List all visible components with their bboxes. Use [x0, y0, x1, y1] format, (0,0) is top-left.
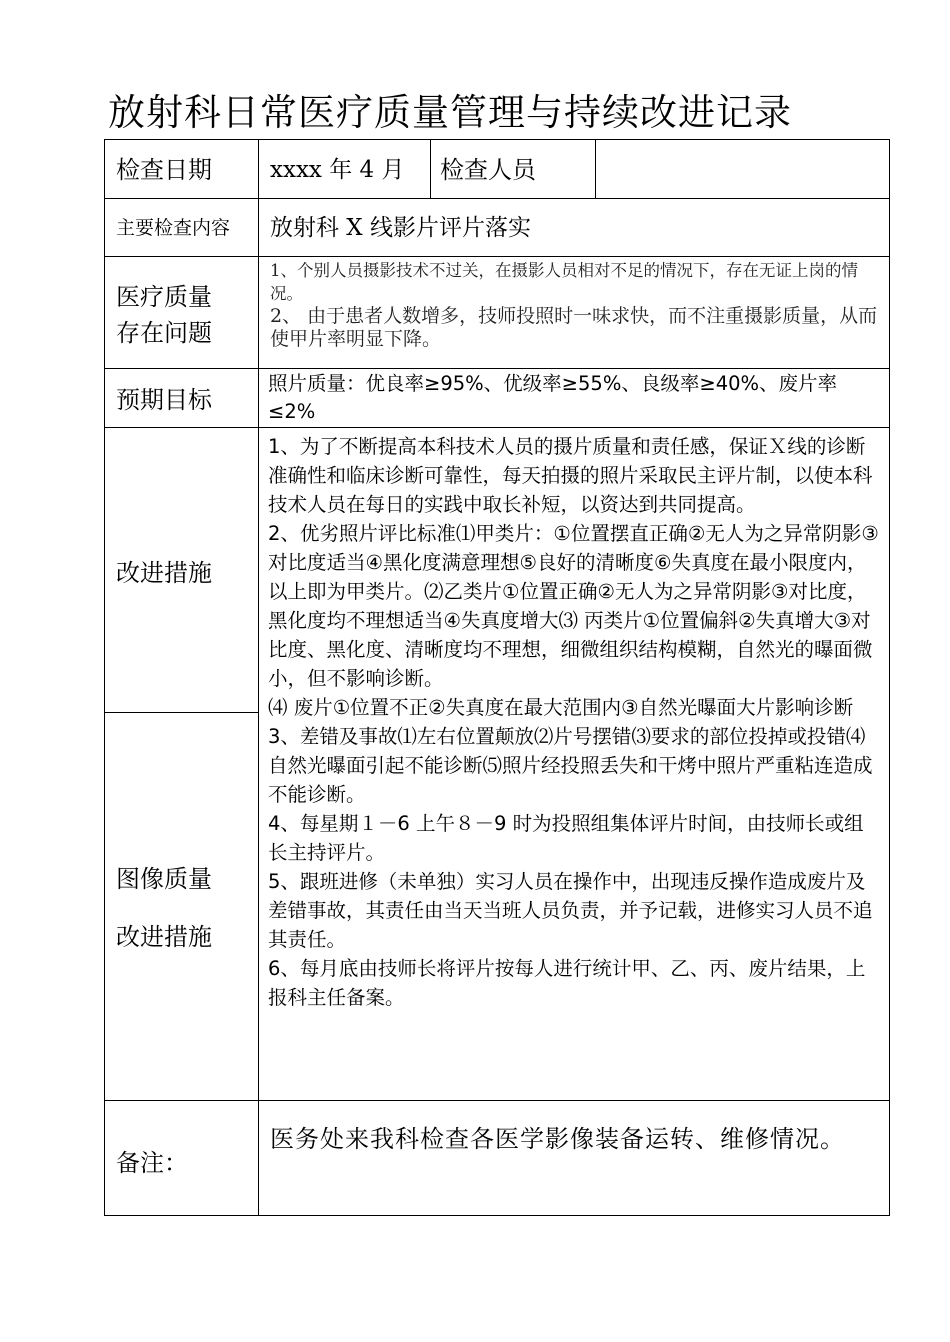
- remarks-value: 医务处来我科检查各医学影像装备运转、维修情况。: [270, 1125, 845, 1153]
- measure-paragraph: 4、每星期１－6 上午８－9 时为投照组集体评片时间，由技师长或组长主持评片。: [268, 812, 864, 864]
- column-divider: [595, 139, 596, 198]
- issue-item: 2、 由于患者人数增多，技师投照时一味求快，而不注重摄影质量，从而使甲片率明显下降。: [270, 305, 878, 350]
- measure-paragraph: 1、为了不断提高本科技术人员的摄片质量和责任感，保证Ｘ线的诊断准确性和临床诊断可靠性，每天拍摄的照片采取民主评片制，以使本科技术人员在每日的实践中取长补短，以资达到共同提高。: [268, 435, 873, 516]
- inspection-date-value: xxxx 年 4 月: [270, 157, 405, 183]
- table-border-right: [889, 139, 890, 1216]
- image-quality-label-line2: 改进措施: [116, 923, 212, 951]
- column-divider: [258, 139, 259, 1216]
- inspection-date-label: 检查日期: [116, 156, 212, 184]
- row-divider: [104, 256, 890, 257]
- measure-paragraph: 5、跟班进修（未单独）实习人员在操作中，出现违反操作造成废片及差错事故，其责任由当天当班人员负责，并予记载，进修实习人员不追其责任。: [268, 870, 873, 951]
- measure-paragraph: 3、差错及事故⑴左右位置颠放⑵片号摆错⑶要求的部位投掉或投错⑷自然光曝面引起不能诊断⑸照片经投照丢失和干烤中照片严重粘连造成不能诊断。: [268, 725, 873, 806]
- quality-issues-text: [270, 259, 882, 351]
- image-quality-label-line1: 图像质量: [116, 865, 212, 893]
- row-divider: [104, 368, 890, 369]
- measure-paragraph: 2、优劣照片评比标准⑴甲类片：①位置摆直正确②无人为之异常阴影③对比度适当④黑化度满意理想⑤良好的清晰度⑥失真度在最小限度内，以上即为甲类片。⑵乙类片①位置正确②无人为之异常阴影③对比度，黑化度均不理想适当④失真度增大⑶ 丙类片①位置偏斜②失真增大③对比度、黑化度、清晰度均不理想，细微组织结构模糊，自然光的曝面微小，但不影响诊断。: [268, 522, 879, 690]
- table-border-left: [104, 139, 105, 1216]
- measure-paragraph: ⑷ 废片①位置不正②失真度在最大范围内③自然光曝面大片影响诊断: [268, 696, 854, 719]
- improvement-measures: [268, 432, 882, 1012]
- row-divider: [104, 1100, 890, 1101]
- row-divider: [104, 198, 890, 199]
- main-content-label: 主要检查内容: [116, 217, 231, 239]
- expected-goal-value: 照片质量：优良率≥95%、优级率≥55%、良级率≥40%、废片率≤2%: [268, 372, 838, 423]
- quality-issues-label-line1: 医疗质量: [116, 283, 212, 311]
- label-divider: [104, 712, 258, 713]
- issue-item: 1、个别人员摄影技术不过关，在摄影人员相对不足的情况下，存在无证上岗的情况。: [270, 261, 858, 303]
- inspector-label: 检查人员: [440, 156, 536, 184]
- remarks-label: 备注：: [116, 1149, 188, 1177]
- row-divider: [104, 427, 890, 428]
- improvement-label: 改进措施: [116, 559, 212, 587]
- table-border-bottom: [104, 1215, 890, 1216]
- measure-paragraph: 6、每月底由技师长将评片按每人进行统计甲、乙、丙、废片结果，上报科主任备案。: [268, 957, 866, 1009]
- column-divider: [430, 139, 431, 198]
- expected-goal-label: 预期目标: [116, 386, 212, 414]
- page-title: 放射科日常医疗质量管理与持续改进记录: [108, 91, 792, 134]
- table-border-top: [104, 139, 890, 140]
- quality-issues-label-line2: 存在问题: [116, 319, 212, 347]
- main-content-value: 放射科 X 线影片评片落实: [270, 215, 531, 241]
